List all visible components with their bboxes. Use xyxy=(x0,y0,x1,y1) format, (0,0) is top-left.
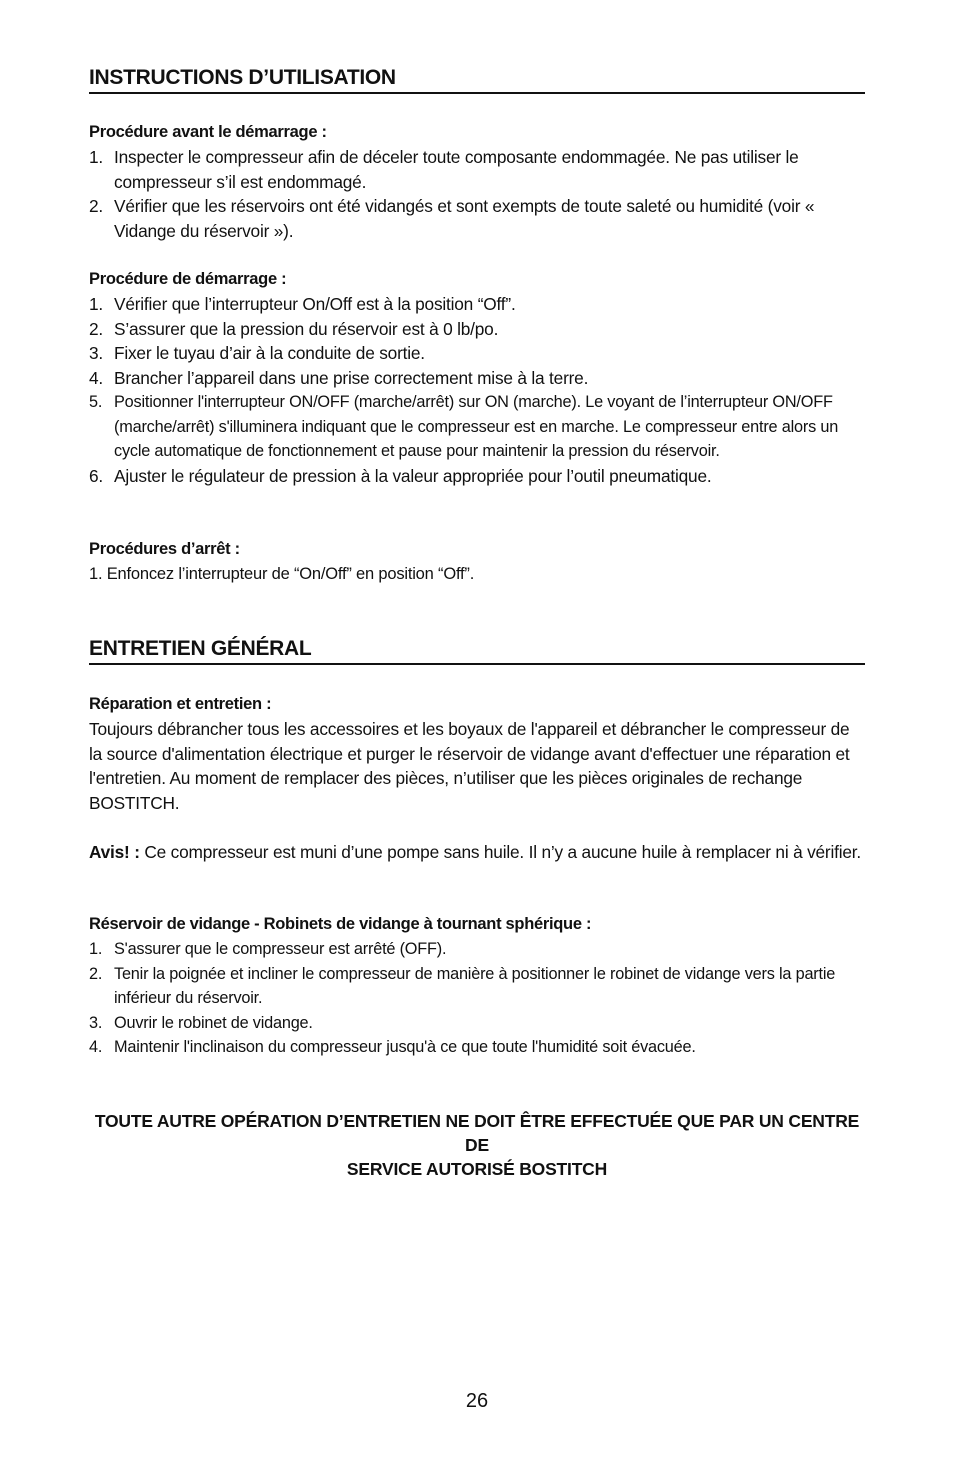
item-number: 3. xyxy=(89,1013,103,1032)
notice-text: Ce compresseur est muni d’une pompe sans huile. Il n’y a aucune huile à remplacer ni à vérifier. xyxy=(139,842,861,862)
notice-label: Avis! : xyxy=(89,842,140,862)
page-number: 26 xyxy=(465,1390,489,1412)
service-notice xyxy=(89,1109,865,1181)
list-item xyxy=(89,390,865,464)
list-item xyxy=(89,317,865,342)
section-title-maintenance: ENTRETIEN GÉNÉRAL xyxy=(89,637,865,665)
item-text: S’assurer que la pression du réservoir est à 0 lb/po. xyxy=(114,318,499,339)
item-number: 2. xyxy=(89,964,103,983)
item-text: Ajuster le régulateur de pression à la valeur appropriée pour l’outil pneumatique. xyxy=(114,465,712,486)
shutdown-text: 1. Enfoncez l’interrupteur de “On/Off” en position “Off”. xyxy=(89,565,475,583)
notice-paragraph xyxy=(89,840,865,865)
heading-shutdown: Procédures d’arrêt : xyxy=(89,540,240,558)
list-item xyxy=(89,1035,865,1060)
item-number: 1. xyxy=(89,147,104,167)
section-title-instructions: INSTRUCTIONS D’UTILISATION xyxy=(89,66,865,94)
item-text: Maintenir l'inclinaison du compresseur jusqu'à ce que toute l'humidité soit évacuée. xyxy=(114,1038,696,1056)
list-item xyxy=(89,366,865,391)
list-before-start xyxy=(89,145,865,243)
item-text: S'assurer que le compresseur est arrêté (OFF). xyxy=(114,940,447,958)
item-text: Vérifier que les réservoirs ont été vidangés et sont exempts de toute saleté ou humidité (voir « Vidange du réservoir »). xyxy=(114,196,815,241)
list-startup xyxy=(89,292,865,488)
item-text: Vérifier que l’interrupteur On/Off est à la position “Off”. xyxy=(114,294,516,314)
list-item xyxy=(89,194,865,243)
item-number: 2. xyxy=(89,196,104,216)
service-notice-line2: SERVICE AUTORISÉ BOSTITCH xyxy=(346,1159,608,1179)
item-number: 1. xyxy=(89,940,103,958)
heading-startup: Procédure de démarrage : xyxy=(89,270,287,288)
item-number: 2. xyxy=(89,318,104,339)
heading-repair: Réparation et entretien : xyxy=(89,695,272,713)
item-number: 3. xyxy=(89,343,104,363)
repair-text: Toujours débrancher tous les accessoires et les boyaux de l'appareil et débrancher le compresseur de la source d'alimentation électrique et purger le réservoir de vidange avant d'effectuer une réparation et l'entretien. Au moment de remplacer des pièces, n’utiliser que les pièces originales de rechange BOSTITCH. xyxy=(89,719,850,813)
item-text: Fixer le tuyau d’air à la conduite de sortie. xyxy=(114,343,425,363)
list-item xyxy=(89,1011,865,1036)
item-text: Ouvrir le robinet de vidange. xyxy=(114,1013,313,1032)
list-drain xyxy=(89,937,865,1060)
list-item xyxy=(89,145,865,194)
heading-before-start: Procédure avant le démarrage : xyxy=(89,123,327,141)
list-item xyxy=(89,962,865,1011)
list-item xyxy=(89,464,865,489)
item-number: 5. xyxy=(89,393,103,411)
list-item xyxy=(89,937,865,962)
item-text: Brancher l’appareil dans une prise correctement mise à la terre. xyxy=(114,367,589,388)
item-number: 4. xyxy=(89,1038,103,1056)
item-text: Positionner l'interrupteur ON/OFF (marche/arrêt) sur ON (marche). Le voyant de l’interrupteur ON/OFF (marche/arrêt) s'illuminera indiquant que le compresseur est en marche. Le compresseur entre alors un cycle automatique de fonctionnement et pause pour maintenir la pression du réservoir. xyxy=(114,393,839,460)
item-number: 6. xyxy=(89,465,104,486)
list-item xyxy=(89,341,865,366)
item-text: Inspecter le compresseur afin de déceler toute composante endommagée. Ne pas utiliser le compresseur s’il est endommagé. xyxy=(114,147,799,192)
list-item xyxy=(89,292,865,317)
item-text: Tenir la poignée et incliner le compresseur de manière à positionner le robinet de vidange vers la partie inférieur du réservoir. xyxy=(114,964,836,1007)
heading-drain: Réservoir de vidange - Robinets de vidange à tournant sphérique : xyxy=(89,915,592,933)
item-number: 1. xyxy=(89,294,104,314)
service-notice-line1: TOUTE AUTRE OPÉRATION D’ENTRETIEN NE DOIT ÊTRE EFFECTUÉE QUE PAR UN CENTRE DE xyxy=(94,1111,860,1155)
item-number: 4. xyxy=(89,367,104,388)
